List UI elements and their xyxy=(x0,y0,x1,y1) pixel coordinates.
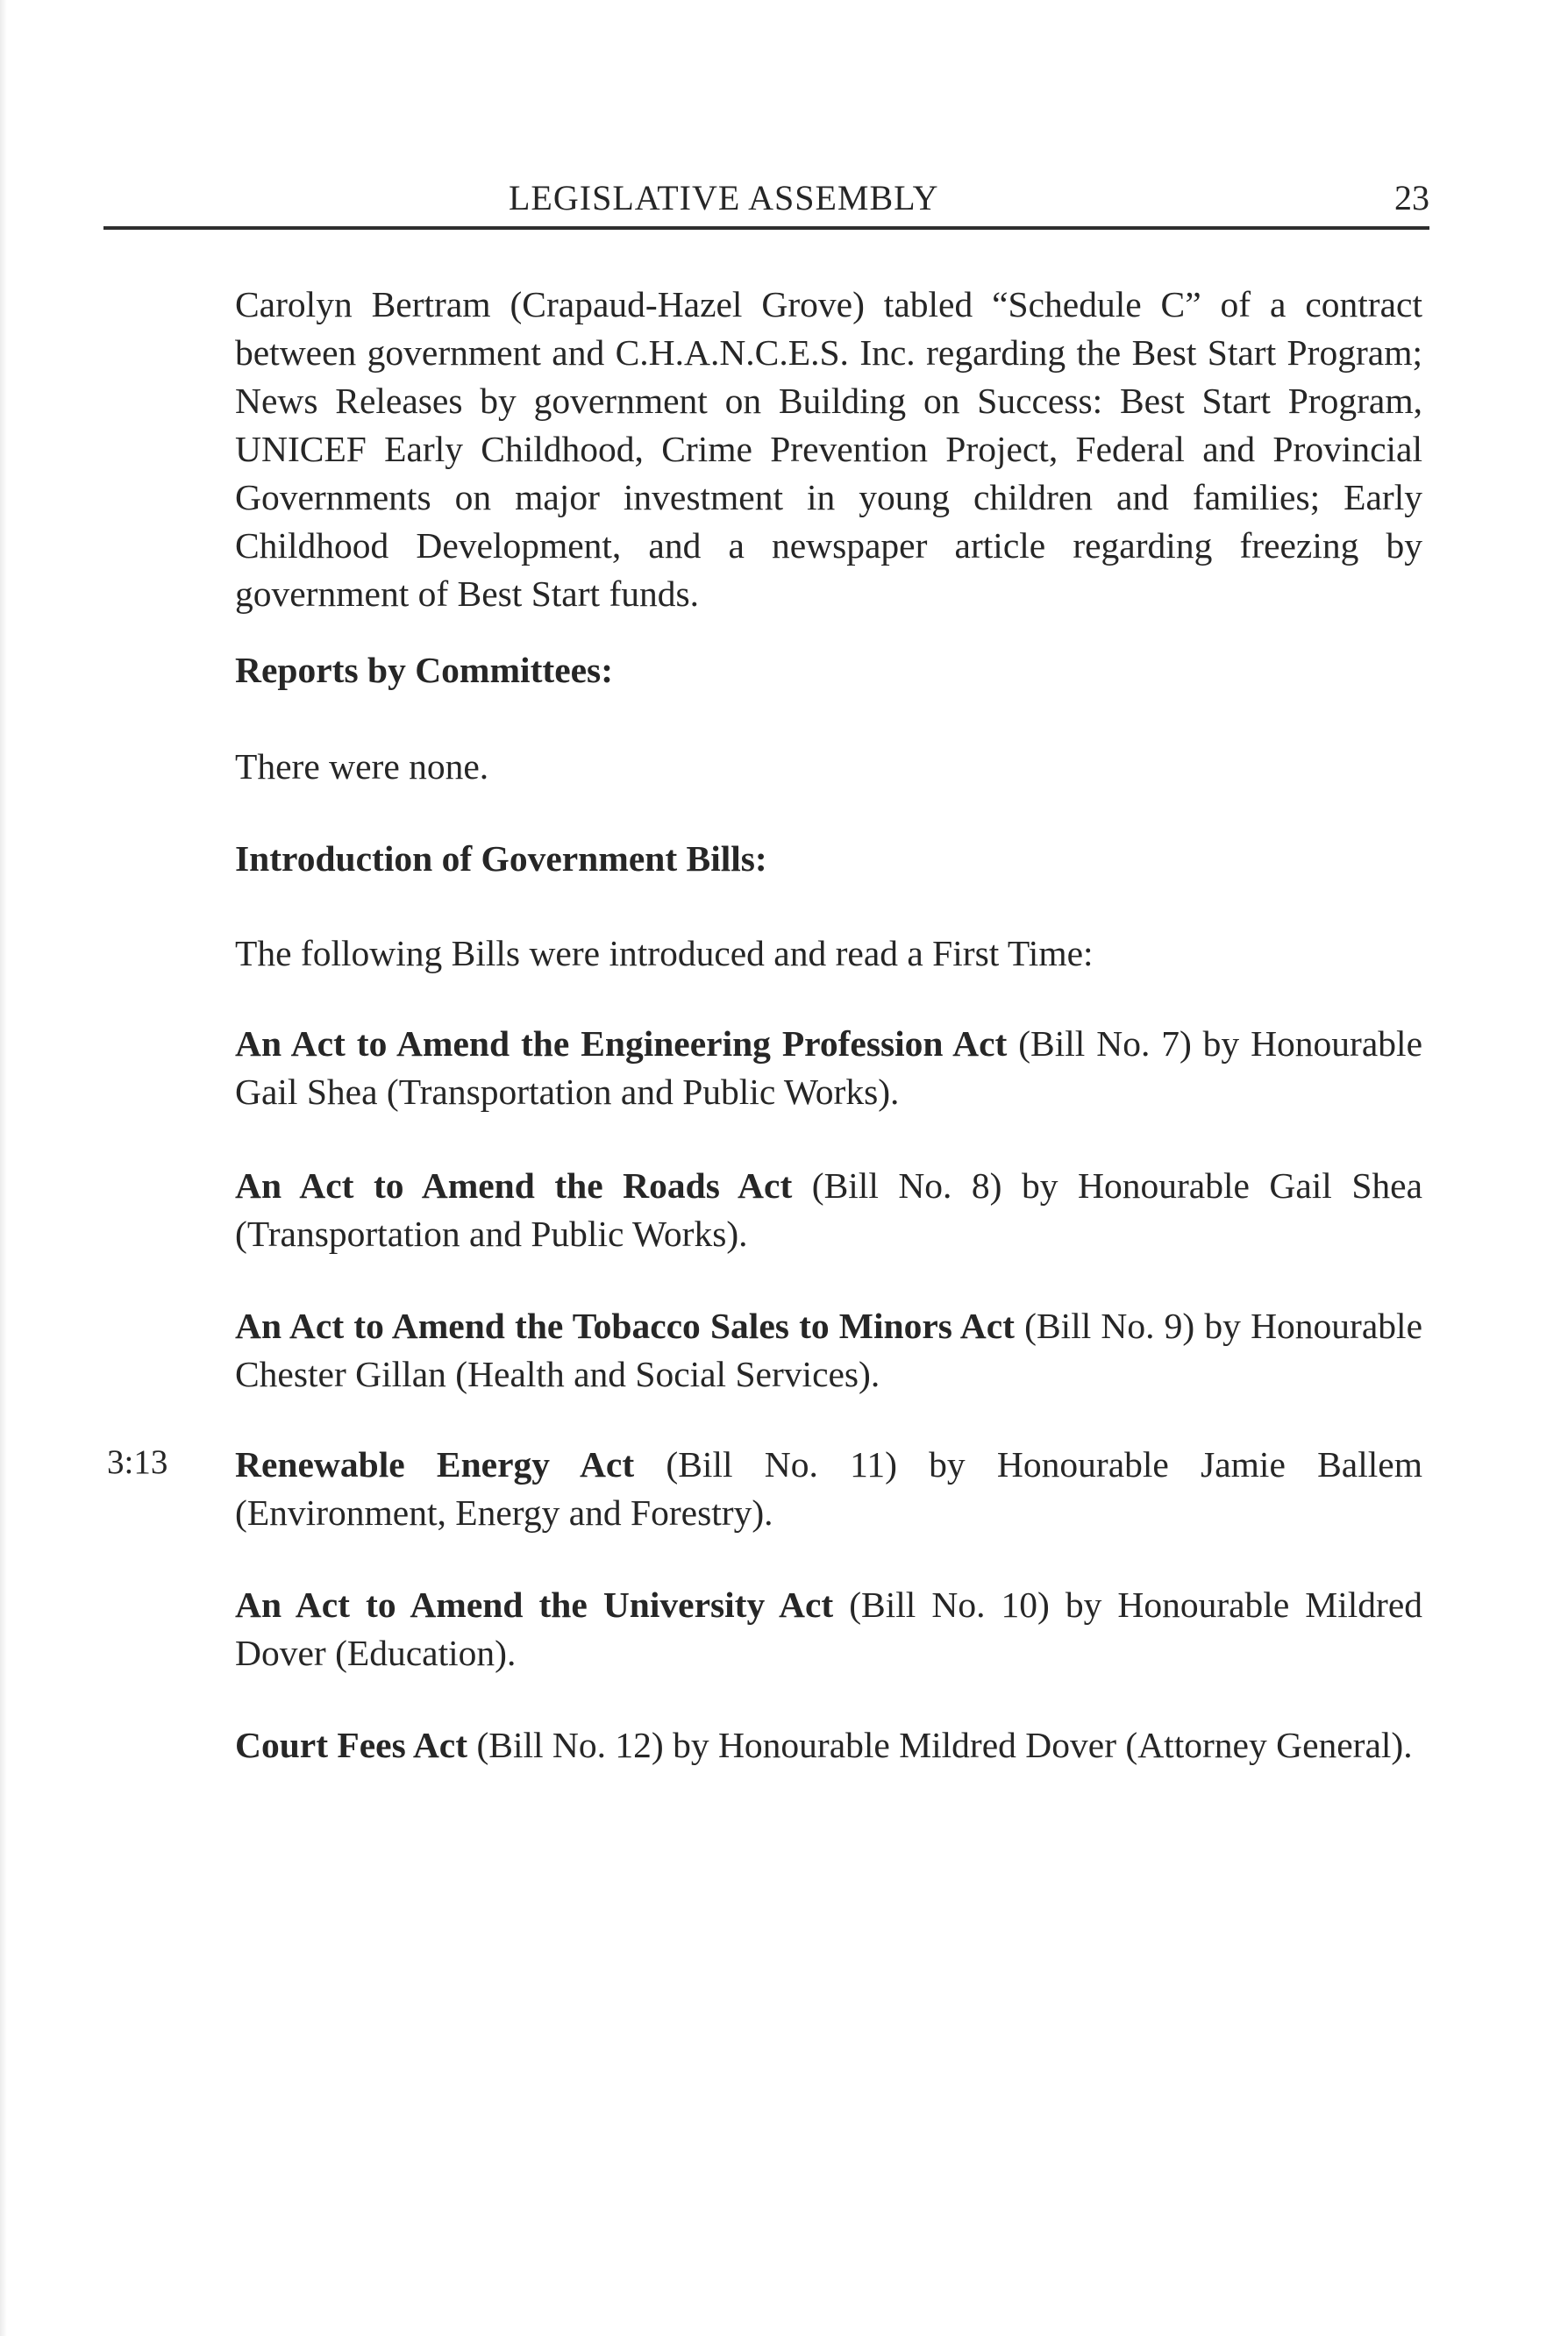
intro-paragraph: Carolyn Bertram (Crapaud-Hazel Grove) tabled “Schedule C” of a contract between government and C.H.A.N.C.E.S. Inc. regarding the Best Start Program; News Releases by government on Building on Success: Best Start Program, UNICEF Early Childhood, Crime Prevention Project, Federal and Provincial Governments on major investment in young children and families; Early Childhood Development, and a newspaper article regarding freezing by government of Best Start funds. xyxy=(235,284,1422,614)
page-number: 23 xyxy=(1394,178,1429,217)
bill-entry xyxy=(235,1162,1422,1258)
bill-details: (Bill No. 11) by Honourable Jamie Ballem (Environment, Energy and Forestry). xyxy=(235,1444,1422,1533)
bill-details: (Bill No. 7) by Honourable Gail Shea (Transportation and Public Works). xyxy=(235,1023,1422,1112)
bill-title: An Act to Amend the University Act xyxy=(235,1585,834,1625)
bill-title: An Act to Amend the Roads Act xyxy=(235,1165,793,1206)
bill-details: (Bill No. 10) by Honourable Mildred Dover (Education). xyxy=(235,1585,1422,1673)
bill-details: (Bill No. 12) by Honourable Mildred Dover (Attorney General). xyxy=(467,1725,1413,1765)
reports-text: There were none. xyxy=(235,746,489,787)
bills-lead-in: The following Bills were introduced and read a First Time: xyxy=(235,933,1094,973)
margin-time-note: 3:13 xyxy=(107,1443,168,1481)
bill-details: (Bill No. 8) by Honourable Gail Shea (Transportation and Public Works). xyxy=(235,1165,1422,1254)
bill-details: (Bill No. 9) by Honourable Chester Gillan (Health and Social Services). xyxy=(235,1306,1422,1394)
bill-entry xyxy=(235,1721,1422,1770)
bill-entry xyxy=(235,1020,1422,1116)
government-bills-heading: Introduction of Government Bills: xyxy=(235,838,767,879)
page-edge-shadow xyxy=(0,0,7,2336)
bill-entry xyxy=(235,1441,1422,1537)
bill-title: Renewable Energy Act xyxy=(235,1444,635,1485)
bill-title: Court Fees Act xyxy=(235,1725,468,1765)
bill-entry xyxy=(235,1581,1422,1677)
running-head xyxy=(103,174,1429,230)
bill-title: An Act to Amend the Tobacco Sales to Minors Act xyxy=(235,1306,1015,1346)
bill-title: An Act to Amend the Engineering Profession Act xyxy=(235,1023,1008,1064)
reports-heading: Reports by Committees: xyxy=(235,650,614,690)
bill-entry xyxy=(235,1302,1422,1399)
running-head-title: LEGISLATIVE ASSEMBLY xyxy=(509,178,939,217)
